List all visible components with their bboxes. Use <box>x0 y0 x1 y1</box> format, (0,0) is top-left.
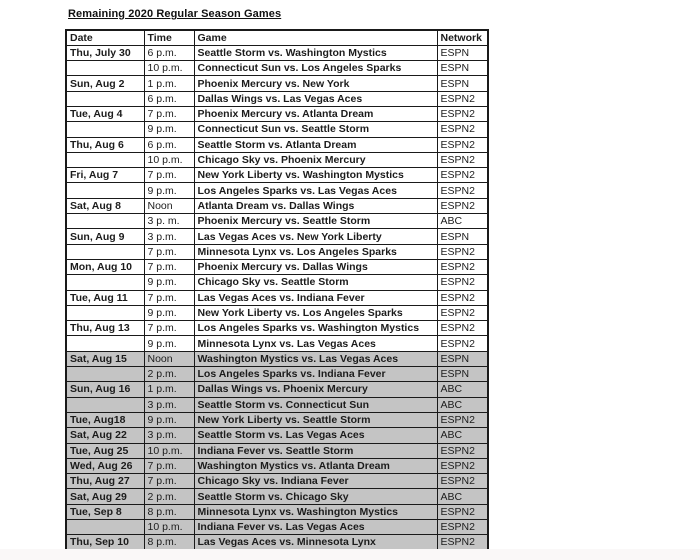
cell-network: ABC <box>437 428 488 443</box>
cell-game: Seattle Storm vs. Washington Mystics <box>194 45 437 60</box>
cell-time: 10 p.m. <box>144 152 194 167</box>
cell-network: ESPN2 <box>437 336 488 351</box>
cell-time: 7 p.m. <box>144 321 194 336</box>
cell-date <box>66 397 144 412</box>
cell-date: Fri, Aug 7 <box>66 168 144 183</box>
cell-game: Indiana Fever vs. Seattle Storm <box>194 443 437 458</box>
cell-date: Sat, Aug 22 <box>66 428 144 443</box>
cell-time: 8 p.m. <box>144 535 194 550</box>
cell-network: ESPN2 <box>437 244 488 259</box>
cell-network: ESPN2 <box>437 443 488 458</box>
cell-date: Wed, Aug 26 <box>66 458 144 473</box>
cell-date <box>66 61 144 76</box>
cell-game: Phoenix Mercury vs. Dallas Wings <box>194 259 437 274</box>
cell-date <box>66 336 144 351</box>
table-row <box>66 91 488 106</box>
cell-time: 7 p.m. <box>144 168 194 183</box>
table-row <box>66 412 488 427</box>
cell-game: Dallas Wings vs. Las Vegas Aces <box>194 91 437 106</box>
cell-game: Dallas Wings vs. Phoenix Mercury <box>194 382 437 397</box>
cell-time: 10 p.m. <box>144 520 194 535</box>
cell-date: Sun, Aug 16 <box>66 382 144 397</box>
cell-date <box>66 122 144 137</box>
cell-time: 6 p.m. <box>144 45 194 60</box>
cell-date <box>66 244 144 259</box>
table-row <box>66 152 488 167</box>
column-header-date: Date <box>66 30 144 45</box>
cell-time: 7 p.m. <box>144 474 194 489</box>
table-row <box>66 520 488 535</box>
cell-network: ESPN <box>437 45 488 60</box>
table-row <box>66 489 488 504</box>
table-row <box>66 198 488 213</box>
cell-time: 1 p.m. <box>144 382 194 397</box>
cell-date <box>66 214 144 229</box>
table-row <box>66 168 488 183</box>
cell-date: Sat, Aug 29 <box>66 489 144 504</box>
cell-network: ESPN2 <box>437 474 488 489</box>
cell-network: ESPN2 <box>437 504 488 519</box>
schedule-table-body <box>66 45 488 550</box>
cell-network: ESPN <box>437 229 488 244</box>
column-header-game: Game <box>194 30 437 45</box>
cell-network: ABC <box>437 214 488 229</box>
cell-date <box>66 275 144 290</box>
cell-game: Minnesota Lynx vs. Los Angeles Sparks <box>194 244 437 259</box>
cell-date: Thu, Aug 6 <box>66 137 144 152</box>
cell-network: ABC <box>437 382 488 397</box>
cell-date: Sun, Aug 2 <box>66 76 144 91</box>
table-row <box>66 443 488 458</box>
cell-time: 7 p.m. <box>144 106 194 121</box>
table-row <box>66 351 488 366</box>
cell-time: 2 p.m. <box>144 367 194 382</box>
table-row <box>66 137 488 152</box>
cell-time: 7 p.m. <box>144 458 194 473</box>
cell-date: Sat, Aug 15 <box>66 351 144 366</box>
table-row <box>66 183 488 198</box>
cell-date <box>66 520 144 535</box>
cell-time: 10 p.m. <box>144 443 194 458</box>
table-row <box>66 229 488 244</box>
cell-game: Connecticut Sun vs. Seattle Storm <box>194 122 437 137</box>
cell-network: ESPN <box>437 351 488 366</box>
cell-date: Sat, Aug 8 <box>66 198 144 213</box>
cell-game: Los Angeles Sparks vs. Washington Mystics <box>194 321 437 336</box>
cell-time: Noon <box>144 351 194 366</box>
table-row <box>66 122 488 137</box>
table-row <box>66 214 488 229</box>
cell-network: ESPN2 <box>437 106 488 121</box>
table-row <box>66 321 488 336</box>
cell-time: 9 p.m. <box>144 336 194 351</box>
cell-date: Thu, July 30 <box>66 45 144 60</box>
cell-game: New York Liberty vs. Washington Mystics <box>194 168 437 183</box>
cell-time: 9 p.m. <box>144 275 194 290</box>
cell-game: Las Vegas Aces vs. Minnesota Lynx <box>194 535 437 550</box>
cell-date: Thu, Aug 27 <box>66 474 144 489</box>
table-row <box>66 45 488 60</box>
cell-game: Chicago Sky vs. Seattle Storm <box>194 275 437 290</box>
page-title: Remaining 2020 Regular Season Games <box>68 8 282 20</box>
cell-time: 9 p.m. <box>144 412 194 427</box>
cell-network: ESPN2 <box>437 535 488 550</box>
cell-game: Minnesota Lynx vs. Washington Mystics <box>194 504 437 519</box>
cell-game: Indiana Fever vs. Las Vegas Aces <box>194 520 437 535</box>
cell-game: New York Liberty vs. Los Angeles Sparks <box>194 305 437 320</box>
table-row <box>66 76 488 91</box>
cell-game: Atlanta Dream vs. Dallas Wings <box>194 198 437 213</box>
table-row <box>66 535 488 550</box>
cell-game: Seattle Storm vs. Chicago Sky <box>194 489 437 504</box>
cell-game: Las Vegas Aces vs. Indiana Fever <box>194 290 437 305</box>
table-row <box>66 290 488 305</box>
cell-date: Tue, Aug 11 <box>66 290 144 305</box>
column-header-time: Time <box>144 30 194 45</box>
cell-network: ESPN2 <box>437 183 488 198</box>
cell-game: Chicago Sky vs. Indiana Fever <box>194 474 437 489</box>
table-row <box>66 428 488 443</box>
cell-time: 7 p.m. <box>144 244 194 259</box>
cell-game: Phoenix Mercury vs. Seattle Storm <box>194 214 437 229</box>
cell-game: Seattle Storm vs. Atlanta Dream <box>194 137 437 152</box>
cell-time: Noon <box>144 198 194 213</box>
cell-date: Tue, Aug18 <box>66 412 144 427</box>
cell-network: ESPN2 <box>437 152 488 167</box>
cell-date: Thu, Aug 13 <box>66 321 144 336</box>
cell-network: ESPN2 <box>437 137 488 152</box>
cell-game: Connecticut Sun vs. Los Angeles Sparks <box>194 61 437 76</box>
table-row <box>66 397 488 412</box>
cell-network: ESPN2 <box>437 275 488 290</box>
cell-time: 3 p.m. <box>144 229 194 244</box>
table-row <box>66 336 488 351</box>
table-row <box>66 504 488 519</box>
header-row <box>66 30 488 45</box>
cell-network: ABC <box>437 489 488 504</box>
table-row <box>66 61 488 76</box>
cell-time: 9 p.m. <box>144 305 194 320</box>
table-row <box>66 474 488 489</box>
cell-network: ESPN2 <box>437 122 488 137</box>
cell-network: ESPN2 <box>437 412 488 427</box>
cell-time: 9 p.m. <box>144 122 194 137</box>
cell-time: 6 p.m. <box>144 137 194 152</box>
cell-date <box>66 91 144 106</box>
table-row <box>66 259 488 274</box>
cell-game: Los Angeles Sparks vs. Las Vegas Aces <box>194 183 437 198</box>
page-bottom-strip <box>0 549 700 560</box>
cell-network: ESPN2 <box>437 458 488 473</box>
cell-game: Washington Mystics vs. Atlanta Dream <box>194 458 437 473</box>
cell-date: Tue, Aug 4 <box>66 106 144 121</box>
cell-time: 1 p.m. <box>144 76 194 91</box>
cell-network: ESPN <box>437 61 488 76</box>
cell-time: 7 p.m. <box>144 290 194 305</box>
cell-network: ABC <box>437 397 488 412</box>
cell-time: 3 p. m. <box>144 214 194 229</box>
schedule-document <box>65 6 489 551</box>
cell-time: 7 p.m. <box>144 259 194 274</box>
cell-game: Phoenix Mercury vs. Atlanta Dream <box>194 106 437 121</box>
column-header-network: Network <box>437 30 488 45</box>
cell-date: Thu, Sep 10 <box>66 535 144 550</box>
cell-date <box>66 183 144 198</box>
cell-date <box>66 152 144 167</box>
cell-game: Seattle Storm vs. Las Vegas Aces <box>194 428 437 443</box>
cell-game: New York Liberty vs. Seattle Storm <box>194 412 437 427</box>
cell-date: Sun, Aug 9 <box>66 229 144 244</box>
cell-network: ESPN2 <box>437 305 488 320</box>
table-row <box>66 367 488 382</box>
cell-network: ESPN2 <box>437 168 488 183</box>
cell-time: 6 p.m. <box>144 91 194 106</box>
cell-time: 10 p.m. <box>144 61 194 76</box>
table-row <box>66 458 488 473</box>
cell-network: ESPN2 <box>437 198 488 213</box>
table-row <box>66 305 488 320</box>
cell-date <box>66 367 144 382</box>
cell-network: ESPN2 <box>437 91 488 106</box>
cell-game: Washington Mystics vs. Las Vegas Aces <box>194 351 437 366</box>
cell-time: 3 p.m. <box>144 397 194 412</box>
cell-time: 9 p.m. <box>144 183 194 198</box>
cell-game: Minnesota Lynx vs. Las Vegas Aces <box>194 336 437 351</box>
cell-time: 8 p.m. <box>144 504 194 519</box>
cell-time: 2 p.m. <box>144 489 194 504</box>
cell-network: ESPN2 <box>437 520 488 535</box>
cell-game: Chicago Sky vs. Phoenix Mercury <box>194 152 437 167</box>
schedule-table <box>65 29 489 551</box>
cell-time: 3 p.m. <box>144 428 194 443</box>
cell-network: ESPN <box>437 367 488 382</box>
cell-game: Las Vegas Aces vs. New York Liberty <box>194 229 437 244</box>
cell-game: Los Angeles Sparks vs. Indiana Fever <box>194 367 437 382</box>
table-row <box>66 106 488 121</box>
cell-date: Mon, Aug 10 <box>66 259 144 274</box>
cell-date: Tue, Aug 25 <box>66 443 144 458</box>
cell-network: ESPN <box>437 76 488 91</box>
table-row <box>66 382 488 397</box>
table-row <box>66 244 488 259</box>
cell-network: ESPN2 <box>437 321 488 336</box>
cell-network: ESPN2 <box>437 259 488 274</box>
cell-date: Tue, Sep 8 <box>66 504 144 519</box>
cell-game: Seattle Storm vs. Connecticut Sun <box>194 397 437 412</box>
cell-network: ESPN2 <box>437 290 488 305</box>
cell-game: Phoenix Mercury vs. New York <box>194 76 437 91</box>
table-row <box>66 275 488 290</box>
cell-date <box>66 305 144 320</box>
